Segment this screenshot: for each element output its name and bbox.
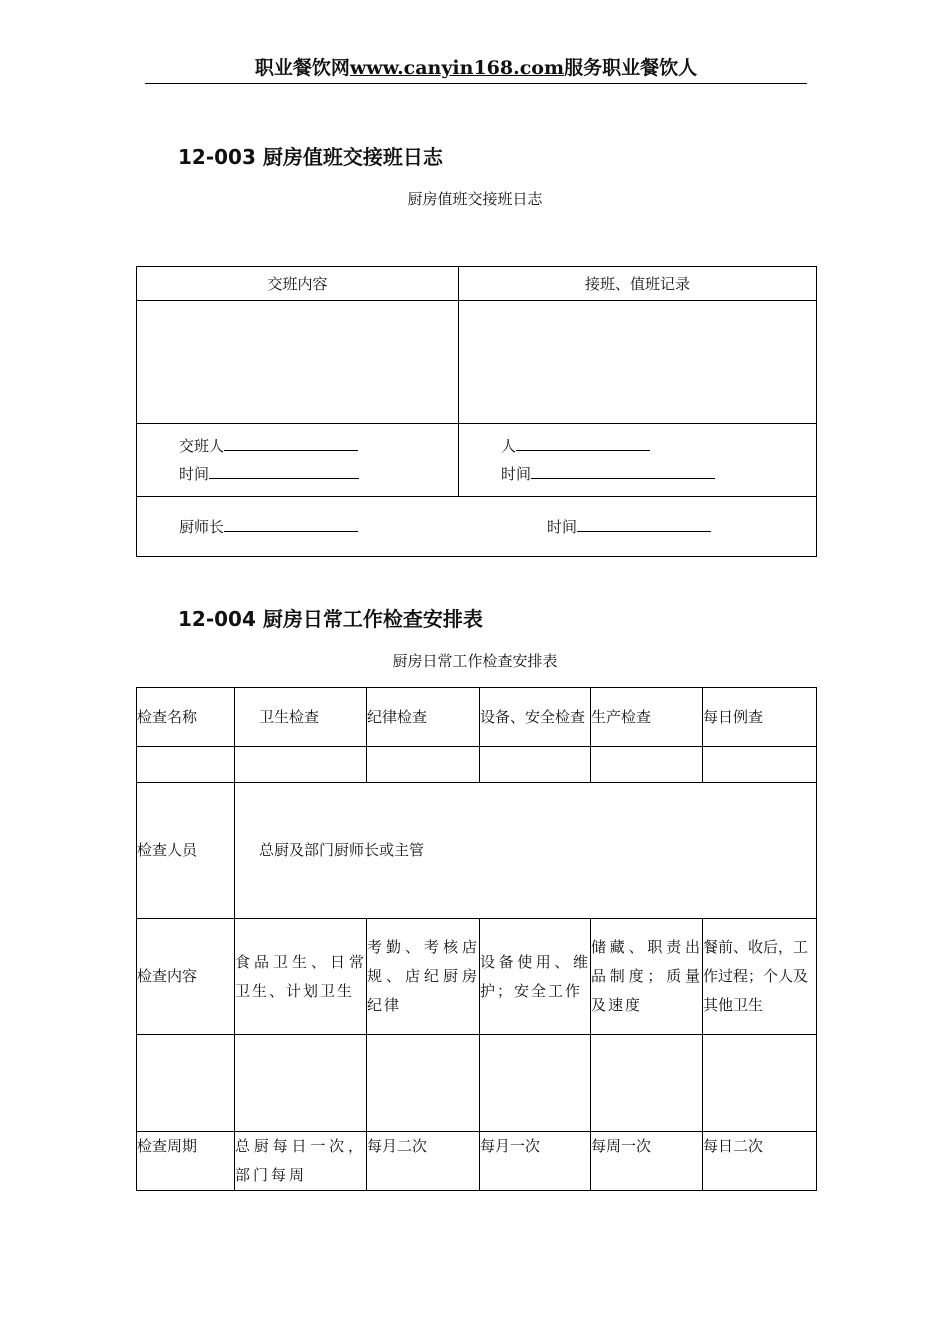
blank-cell[interactable] [137, 1035, 235, 1132]
blank-cell[interactable] [703, 747, 817, 783]
header-slogan: 服务职业餐饮人 [564, 57, 698, 79]
content-equipment-safety: 设备使用、维护；安全工作 [480, 919, 591, 1035]
page-header [145, 54, 807, 84]
header-equipment-safety: 设备、安全检查 [480, 688, 591, 747]
cycle-label: 检查周期 [137, 1132, 235, 1191]
chef-signature-field[interactable]: 厨师长 [137, 513, 816, 541]
header-hygiene: 卫生检查 [235, 688, 367, 747]
chef-time-field[interactable]: 时间 [547, 513, 711, 541]
blank-cell[interactable] [703, 1035, 817, 1132]
handover-time-field[interactable]: 时间 [137, 460, 458, 488]
content-daily-routine: 餐前、收后，工作过程；个人及其他卫生 [703, 919, 817, 1035]
blank-cell[interactable] [480, 1035, 591, 1132]
takeover-time-field[interactable]: 时间 [459, 460, 816, 488]
header-site-name: 职业餐饮网 [254, 57, 350, 79]
header-url-link[interactable]: www.canyin168.com [349, 57, 565, 79]
header-inspection-name: 检查名称 [137, 688, 235, 747]
inspection-schedule-table [136, 687, 817, 1191]
content-hygiene: 食品卫生、日常卫生、计划卫生 [235, 919, 367, 1035]
header-production: 生产检查 [591, 688, 703, 747]
blank-cell[interactable] [235, 747, 367, 783]
takeover-record-cell[interactable] [459, 301, 817, 424]
handover-log-table [136, 266, 817, 557]
col-takeover-record: 接班、值班记录 [459, 267, 817, 301]
cycle-daily-routine: 每日二次 [703, 1132, 817, 1191]
section1-caption: 厨房值班交接班日志 [407, 190, 543, 208]
content-label: 检查内容 [137, 919, 235, 1035]
handover-person-field[interactable]: 交班人 [137, 432, 458, 460]
section2-title: 12-004 厨房日常工作检查安排表 [178, 607, 483, 631]
takeover-person-field[interactable]: 人 [459, 432, 816, 460]
header-daily-routine: 每日例查 [703, 688, 817, 747]
inspector-value: 总厨及部门厨师长或主管 [235, 783, 817, 919]
blank-cell[interactable] [137, 747, 235, 783]
blank-cell[interactable] [235, 1035, 367, 1132]
cycle-hygiene: 总厨每日一次，部门每周 [235, 1132, 367, 1191]
cycle-production: 每周一次 [591, 1132, 703, 1191]
col-handover-content: 交班内容 [137, 267, 459, 301]
blank-cell[interactable] [367, 747, 480, 783]
inspector-label: 检查人员 [137, 783, 235, 919]
cycle-discipline: 每月二次 [367, 1132, 480, 1191]
header-discipline: 纪律检查 [367, 688, 480, 747]
blank-cell[interactable] [480, 747, 591, 783]
content-production: 储藏、职责出品制度；质量及速度 [591, 919, 703, 1035]
section2-caption: 厨房日常工作检查安排表 [392, 652, 558, 670]
handover-content-cell[interactable] [137, 301, 459, 424]
blank-cell[interactable] [591, 747, 703, 783]
blank-cell[interactable] [591, 1035, 703, 1132]
section1-title: 12-003 厨房值班交接班日志 [178, 145, 443, 169]
content-discipline: 考勤、考核店规、店纪厨房纪律 [367, 919, 480, 1035]
cycle-equipment-safety: 每月一次 [480, 1132, 591, 1191]
blank-cell[interactable] [367, 1035, 480, 1132]
